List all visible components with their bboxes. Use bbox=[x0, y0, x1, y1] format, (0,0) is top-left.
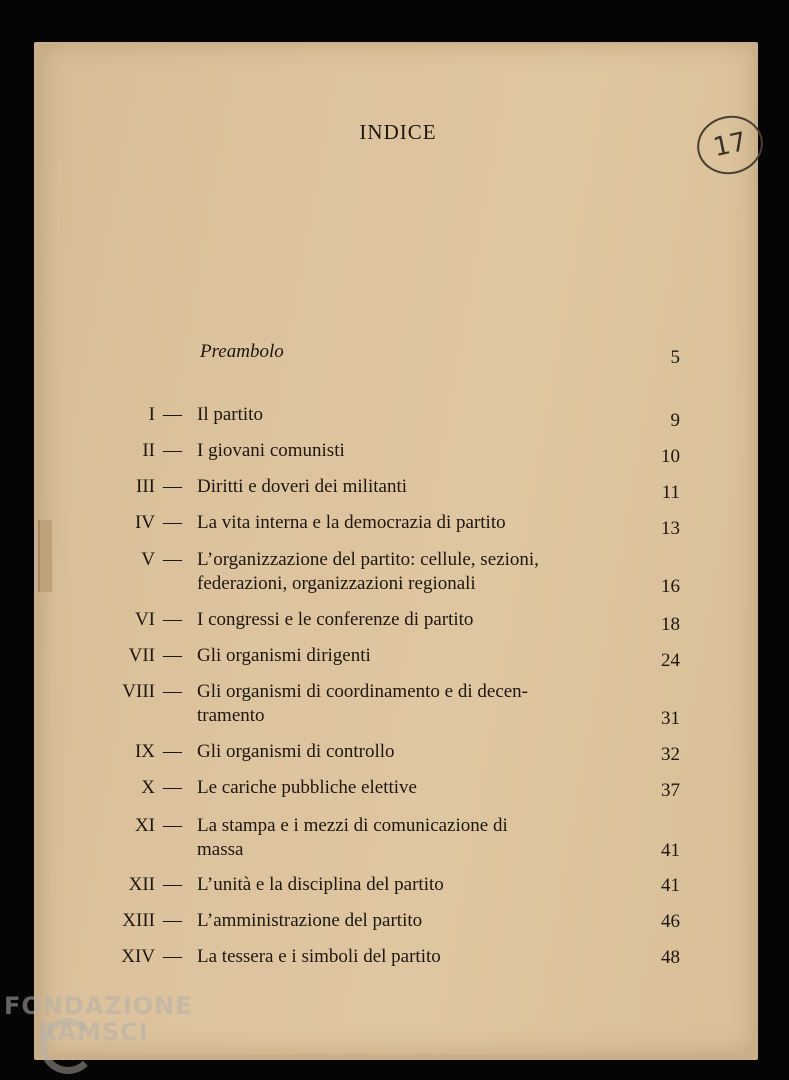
page-title: INDICE bbox=[359, 120, 437, 144]
toc-entry-page: 10 bbox=[661, 446, 680, 467]
toc-entry-dash: — bbox=[163, 645, 182, 666]
toc-entry-dash: — bbox=[163, 476, 182, 497]
toc-entry-title: Preambolo bbox=[200, 341, 284, 362]
watermark-line-2: RAMSCI bbox=[38, 1018, 149, 1046]
toc-entry-page: 24 bbox=[661, 650, 680, 671]
toc-entry-title-continued: massa bbox=[197, 839, 244, 860]
toc-entry-page: 5 bbox=[670, 347, 680, 368]
toc-entry-number: V bbox=[141, 549, 155, 570]
toc-entry-title: La tessera e i simboli del partito bbox=[197, 946, 441, 967]
watermark-logo bbox=[4, 994, 193, 1044]
toc-entry-number: XIV bbox=[121, 946, 155, 967]
toc-entry-number: IV bbox=[134, 512, 155, 533]
toc-entry-dash: — bbox=[163, 512, 182, 533]
toc-entry-page: 31 bbox=[661, 708, 680, 729]
toc-entry-title-continued: federazioni, organizzazioni regionali bbox=[197, 573, 476, 594]
toc-entry-page: 11 bbox=[661, 482, 680, 503]
toc-entry-page: 9 bbox=[670, 410, 680, 431]
toc-entry-page: 18 bbox=[661, 614, 680, 635]
toc-entry-dash: — bbox=[163, 609, 182, 630]
handwritten-page-number: 17 bbox=[692, 110, 769, 180]
toc-entry-title: Le cariche pubbliche elettive bbox=[197, 777, 417, 798]
toc-entry-title: La vita interna e la democrazia di partito bbox=[197, 512, 506, 533]
toc-entry-title-continued: tramento bbox=[197, 705, 265, 726]
toc-entry-page: 37 bbox=[661, 780, 680, 801]
toc-entry-page: 46 bbox=[661, 911, 680, 932]
toc-entry-dash: — bbox=[163, 777, 182, 798]
toc-entry-number: XIII bbox=[122, 910, 155, 931]
toc-entry-dash: — bbox=[163, 910, 182, 931]
toc-entry-dash: — bbox=[163, 404, 182, 425]
toc-entry-number: VI bbox=[134, 609, 155, 630]
toc-entry-title: I giovani comunisti bbox=[197, 440, 345, 461]
toc-entry-number: XI bbox=[134, 815, 155, 836]
toc-entry-number: IX bbox=[134, 741, 155, 762]
toc-entry-title: Gli organismi di controllo bbox=[197, 741, 395, 762]
toc-entry-page: 13 bbox=[661, 518, 680, 539]
toc-entry-page: 48 bbox=[661, 947, 680, 968]
toc-entry-dash: — bbox=[163, 874, 182, 895]
toc-entry-number: II bbox=[142, 440, 155, 461]
toc-entry-dash: — bbox=[163, 681, 182, 702]
toc-entry-page: 41 bbox=[661, 875, 680, 896]
toc-entry-number: I bbox=[148, 404, 155, 425]
toc-entry-title: Gli organismi dirigenti bbox=[197, 645, 371, 666]
toc-entry-title: Gli organismi di coordinamento e di decen- bbox=[197, 681, 529, 702]
toc-entry-title: La stampa e i mezzi di comunicazione di bbox=[197, 815, 508, 836]
toc-entry-dash: — bbox=[163, 741, 182, 762]
toc-entry-title: I congressi e le conferenze di partito bbox=[197, 609, 474, 630]
toc-entry-number: VII bbox=[128, 645, 155, 666]
toc-entry-title: Diritti e doveri dei militanti bbox=[197, 476, 408, 497]
toc-entry-title: L’amministrazione del partito bbox=[197, 910, 423, 931]
watermark-line-1: FONDAZIONE bbox=[4, 992, 193, 1020]
toc-entry-page: 16 bbox=[661, 576, 680, 597]
toc-entry-title: L’organizzazione del partito: cellule, sezioni, bbox=[197, 549, 539, 570]
toc-entry-title: L’unità e la disciplina del partito bbox=[197, 874, 444, 895]
toc-entry-dash: — bbox=[163, 946, 182, 967]
watermark-g-icon bbox=[40, 1018, 96, 1074]
toc-entry-dash: — bbox=[163, 440, 182, 461]
toc-entry-number: VIII bbox=[122, 681, 155, 702]
toc-entry-dash: — bbox=[163, 815, 182, 836]
toc-entry-dash: — bbox=[163, 549, 182, 570]
toc-entry-page: 32 bbox=[661, 744, 680, 765]
toc-entry-number: XII bbox=[128, 874, 155, 895]
toc-entry-number: III bbox=[136, 476, 155, 497]
toc-entry-number: X bbox=[141, 777, 155, 798]
toc-entry-title: Il partito bbox=[197, 404, 263, 425]
toc-entry-page: 41 bbox=[661, 840, 680, 861]
